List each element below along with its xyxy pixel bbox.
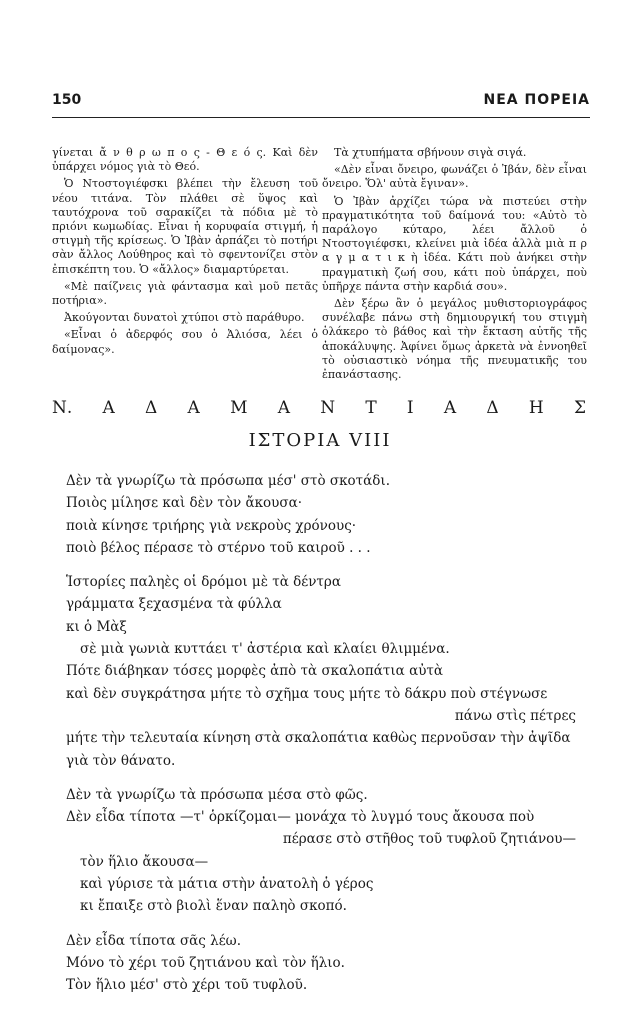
author-letter: Σ	[573, 398, 586, 418]
poem-line: καὶ γύρισε τὰ μάτια στὴν ἀνατολὴ ὁ γέρος	[80, 876, 374, 893]
poem-title: ΙΣΤΟΡΙΑ VIII	[248, 430, 392, 451]
right-column	[322, 146, 587, 385]
poem-line: Δὲν τὰ γνωρίζω τὰ πρόσωπα μέσ' στὸ σκοτάδι.	[66, 473, 390, 489]
poem-line: τὸν ἥλιο ἄκουσα—	[80, 853, 209, 870]
poem-line: κι ἔπαιξε στὸ βιολὶ ἕναν παληὸ σκοπό.	[80, 898, 347, 915]
author-letter: Δ	[486, 398, 499, 418]
page-header	[52, 92, 590, 116]
poem-line: Ἱστορίες παληὲς οἱ δρόμοι μὲ τὰ δέντρα	[66, 574, 341, 591]
poem-line: Δὲν τὰ γνωρίζω τὰ πρόσωπα μέσα στὸ φῶς.	[66, 786, 368, 803]
author-letter: Α	[187, 398, 200, 418]
poem-line: κι ὁ Μὰξ	[66, 618, 127, 635]
author-letter: Μ	[230, 398, 248, 418]
author-letter: Δ	[145, 398, 158, 418]
left-column	[52, 146, 318, 360]
stanza-break	[66, 772, 588, 784]
poem-line: ποιὰ κίνησε τριήρης γιὰ νεκροὺς χρόνους·	[66, 517, 357, 534]
poem-body	[66, 470, 588, 997]
poem-line: μήτε τὴν τελευταία κίνηση στὰ σκαλοπάτια καθὼς περνοῦσαν τὴν ἀψῖδα	[66, 730, 571, 747]
stanza-break	[66, 559, 588, 571]
author-letter: Α	[277, 398, 290, 418]
header-rule	[52, 117, 590, 118]
poem-line: σὲ μιὰ γωνιὰ κυττάει τ' ἀστέρια καὶ κλαίει θλιμμένα.	[80, 641, 450, 658]
left-paragraph: γίνεται ἄ ν θ ρ ω π ο ς - Θ ε ό ς. Καὶ δὲν ὑπάρχει νόμος γιὰ τὸ Θεό.	[52, 146, 318, 174]
poem-line: Μόνο τὸ χέρι τοῦ ζητιάνου καὶ τὸν ἥλιο.	[66, 954, 345, 971]
journal-title: ΝΕΑ ΠΟΡΕΙΑ	[483, 92, 590, 108]
right-paragraph: Τὰ χτυπήματα σβήνουν σιγὰ σιγά.	[334, 146, 527, 159]
left-paragraph: Ἀκούγονται δυνατοὶ χτύποι στὸ παράθυρο.	[64, 311, 305, 325]
author-letter: Η	[528, 398, 544, 418]
poem-line: πέρασε στὸ στῆθος τοῦ τυφλοῦ ζητιάνου—	[282, 831, 576, 848]
author-letter: Τ	[365, 398, 377, 418]
author-letter: Α	[102, 398, 115, 418]
poem-line: καὶ δὲν συγκράτησα μήτε τὸ σχῆμα τους μήτε τὸ δάκρυ ποὺ στέγνωσε	[66, 685, 548, 702]
author-letter: Ι	[406, 398, 414, 418]
poem-line: Δὲν εἶδα τίποτα —τ' ὁρκίζομαι— μονάχα τὸ λυγμό τους ἄκουσα ποὺ	[66, 809, 535, 826]
author-letter: Ν	[320, 398, 336, 418]
poem-line: πάνω στὶς πέτρες	[454, 707, 576, 724]
page-number: 150	[52, 92, 82, 108]
author-letter: Α	[443, 398, 457, 418]
poem-author	[52, 398, 586, 418]
poem-line: Πότε διάβηκαν τόσες μορφὲς ἀπὸ τὰ σκαλοπάτια αὐτὰ	[66, 663, 443, 680]
poem-line: Τὸν ἥλιο μέσ' στὸ χέρι τοῦ τυφλοῦ.	[66, 977, 308, 994]
poem-line: γράμματα ξεχασμένα τὰ φύλλα	[66, 596, 282, 613]
author-letter: Ν.	[52, 398, 73, 418]
poem-line: ποιὸ βέλος πέρασε τὸ στέρνο τοῦ καιροῦ . . .	[66, 539, 371, 556]
right-paragraph: Ὁ Ἰβὰν ἀρχίζει τώρα νὰ πιστεύει στὴν πραγματικότητα τοῦ δαίμονά του: «Αὐτὸ τὸ παράλογο κύταρο, λέει ἄλλοῦ ὁ Ντοστογιέφσκι, κλείνει μιὰ ἰδέα ἀλλὰ μιὰ π ρ α γ μ α τ ι κ ὴ ἰδέα. Κάτι ποὺ ἀνήκει στὴν πραγματικὴ ζωή σου, κάτι ποὺ ὑπάρχει, ποὺ ὑπῆρχε πάντα στὴν καρδιά σου».	[322, 194, 587, 293]
stanza-break	[66, 918, 588, 930]
right-paragraph: Δὲν ξέρω ἂν ὁ μεγάλος μυθιστοριογράφος συνέλαβε πάνω στὴ δημιουργική του στιγμὴ ὁλάκερο τὸ βάθος καὶ τὴν ἔκταση αὐτῆς τῆς ἀποκάλυψης. Ἀφίνει ὅμως ἀρκετὰ νὰ ἐννοηθεῖ τὸ οὐσιαστικὸ νόημα τῆς πνευματικῆς του ἐπανάστασης.	[322, 297, 587, 382]
left-paragraph: «Εἶναι ὁ ἀδερφός σου ὁ Ἀλιόσα, λέει ὁ δαίμονας».	[52, 328, 318, 356]
poem-line: γιὰ τὸν θάνατο.	[66, 752, 176, 769]
poem-line: Δὲν εἶδα τίποτα σᾶς λέω.	[66, 932, 241, 949]
left-paragraph: Ὁ Ντοστογιέφσκι βλέπει τὴν ἔλευση τοῦ νέου τιτάνα. Τὸν πλάθει σὲ ὕψος καὶ ταυτόχρονα τοῦ σαρακίζει τὰ πόδια μὲ τὸ πριόνι κωμωδίας. Εἶναι ἡ κορυφαία στιγμή, ἡ στιγμὴ τῆς κρίσεως. Ὁ Ἰβὰν ἀρπάζει τὸ ποτήρι σὰν ἄλλος Λούθηρος καὶ τὸ σφεντονίζει στὸν ἐπισκέπτη του. Ὁ «ἄλλος» διαμαρτύρεται.	[52, 177, 318, 276]
right-paragraph: «Δὲν εἶναι ὄνειρο, φωνάζει ὁ Ἰβάν, δὲν εἶναι ὄνειρο. Ὅλ' αὐτὰ ἔγιναν».	[322, 163, 587, 191]
poem-line: Ποιὸς μίλησε καὶ δὲν τὸν ἄκουσα·	[66, 495, 302, 512]
left-paragraph: «Μὲ παίζνεις γιὰ φάντασμα καὶ μοῦ πετᾶς ποτήρια».	[52, 279, 318, 308]
